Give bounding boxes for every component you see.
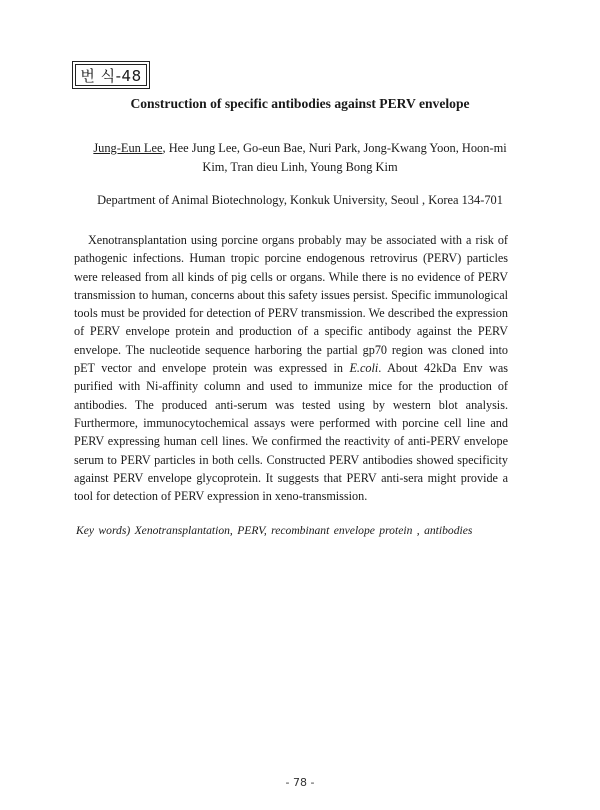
abstract-body [74, 231, 508, 505]
keywords: Key words) Xenotransplantation, PERV, recombinant envelope protein , antibodies [76, 524, 473, 537]
presenting-author: Jung-Eun Lee [93, 141, 163, 155]
abstract-text-part-2: . About 42kDa Env was purified with Ni-affinity column and used to immunize mice for the production of antibodies. The produced anti-serum was tested using by western blot analysis. Furthermore, immunocytochemical assays were performed with porcine cell line and PERV expressing human cell lines. We confirmed the reactivity of anti-PERV envelope serum to PERV particles in both cells. Constructed PERV antibodies showed specificity against PERV envelope glycoprotein. It suggests that PERV anti-sera might provide a tool for detection of PERV expression in xeno-transmission. [74, 361, 508, 504]
co-authors: , Hee Jung Lee, Go-eun Bae, Nuri Park, Jong-Kwang Yoon, Hoon-mi Kim, Tran dieu Linh, Young Bong Kim [162, 141, 507, 174]
paper-title: Construction of specific antibodies against PERV envelope [130, 96, 470, 111]
section-badge-label: 번 식-48 [75, 64, 147, 86]
affiliation: Department of Animal Biotechnology, Konkuk University, Seoul , Korea 134-701 [97, 193, 503, 207]
abstract-italic-organism: E.coli [349, 361, 379, 376]
page-number: - 78 - [285, 776, 315, 789]
abstract-text-part-1: Xenotransplantation using porcine organs probably may be associated with a risk of pathogenic infections. Human tropic porcine endogenous retrovirus (PERV) particles were released from all kinds of pig cells or organs. While there is no evidence of PERV transmission to human, concerns about this safety issues persist. Specific immunological tools must be provided for detection of PERV transmission. We described the expression of PERV envelope protein and production of a specific antibody against the PERV envelope. The nucleotide sequence harboring the partial gp70 region was cloned into pET vector and envelope protein was expressed in [74, 233, 508, 376]
author-list [80, 139, 520, 177]
section-badge [72, 61, 150, 89]
